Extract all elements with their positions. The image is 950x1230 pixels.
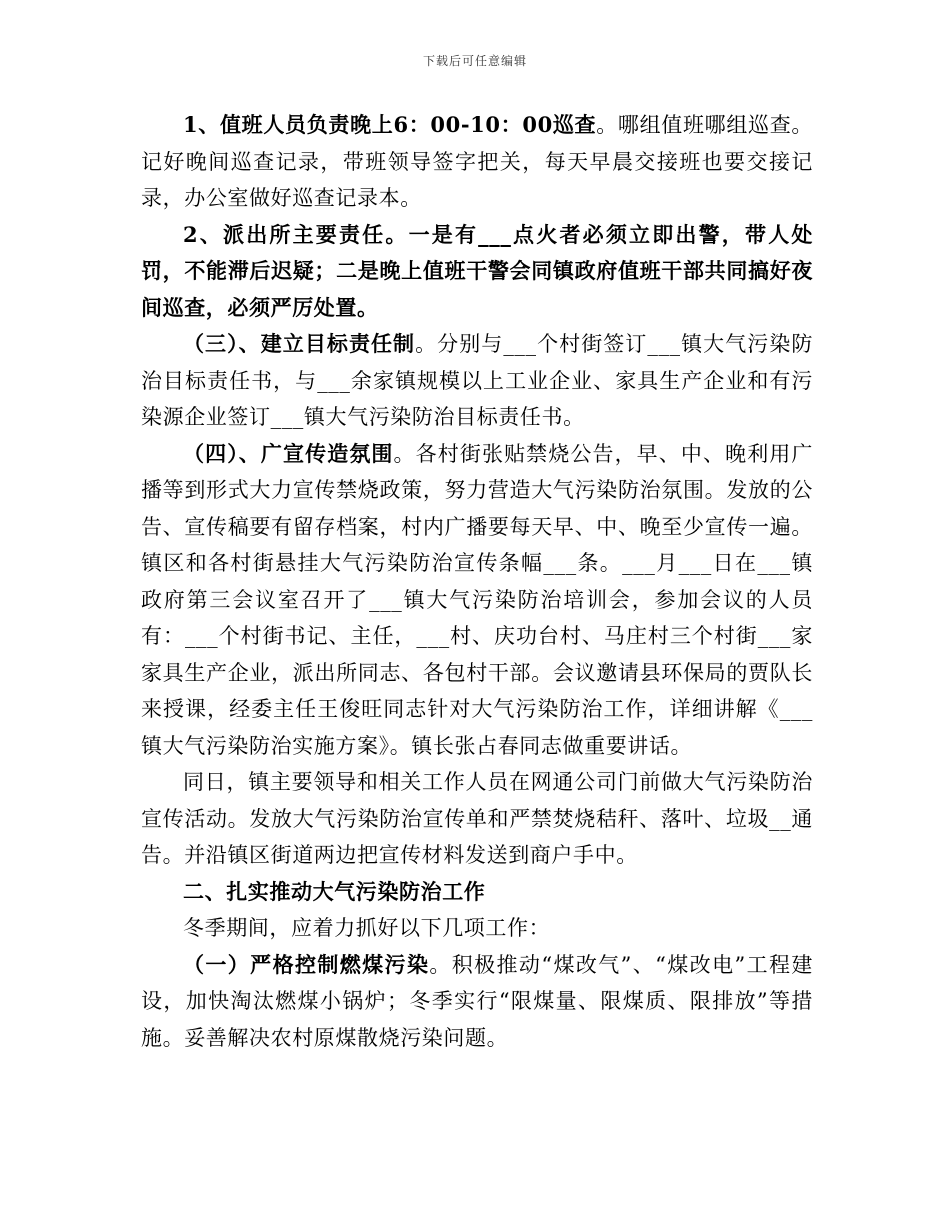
paragraph-target-responsibility [141, 326, 813, 436]
paragraph-text: 。积极推动“煤改气”、“煤改电”工程建设，加快淘汰燃煤小锅炉；冬季实行“限煤量、限煤质、限排放”等措施。妥善解决农村原煤散烧污染问题。 [141, 952, 813, 1050]
paragraph-lead: 2、派出所主要责任。一是有___点火者必须立即出警，带人处罚，不能滞后迟疑；二是晚上值班干警会同镇政府值班干部共同搞好夜间巡查，必须严厉处置。 [141, 221, 813, 320]
paragraph-duty-patrol [141, 107, 813, 217]
document-body [141, 107, 813, 1056]
page-header: 下载后可任意编辑 [422, 54, 527, 68]
paragraph-lead: （四）、广宣传造氛围 [183, 440, 394, 466]
paragraph-text: 。分别与___个村街签订___镇大气污染防治目标责任书，与___余家镇规模以上工业企业、家具生产企业和有污染源企业签订___镇大气污染防治目标责任书。 [141, 332, 813, 429]
paragraph-lead: （三）、建立目标责任制 [183, 331, 416, 356]
paragraph-publicity [141, 436, 813, 765]
paragraph-text: 。哪组值班哪组巡查。记好晚间巡查记录，带班领导签字把关，每天早晨交接班也要交接记录，办公室做好巡查记录本。 [141, 113, 814, 210]
paragraph-same-day [141, 764, 813, 874]
paragraph-police-duty [141, 217, 813, 327]
paragraph-text: 同日，镇主要领导和相关工作人员在网通公司门前做大气污染防治宣传活动。发放大气污染防治宣传单和严禁焚烧秸秆、落叶、垃圾__通告。并沿镇区街道两边把宣传材料发送到商户手中。 [141, 770, 813, 867]
paragraph-coal-control [141, 947, 813, 1057]
section-heading: 二、扎实推动大气污染防治工作 [183, 878, 486, 904]
paragraph-lead: 1、值班人员负责晚上6：00-10：00巡查 [183, 112, 597, 137]
section-intro: 冬季期间，应着力抓好以下几项工作： [183, 916, 551, 940]
paragraph-text: 。各村街张贴禁烧公告，早、中、晚利用广播等到形式大力宣传禁烧政策，努力营造大气污染防治氛围。发放的公告、宣传稿要有留存档案，村内广播要每天早、中、晚至少宣传一遍。镇区和各村街悬挂大气污染防治宣传条幅___条。___月___日在___镇政府第三会议室召开了___镇大气污染防治培训会，参加会议的人员有：___个村街书记、主任，___村、庆功台村、马庄村三个村街___家家具生产企业，派出所同志、各包村干部。会议邀请县环保局的贾队长来授课，经委主任王俊旺同志针对大气污染防治工作，详细讲解《___镇大气污染防治实施方案》。镇长张占春同志做重要讲话。 [141, 441, 814, 758]
paragraph-lead: （一）严格控制燃煤污染 [183, 951, 430, 977]
